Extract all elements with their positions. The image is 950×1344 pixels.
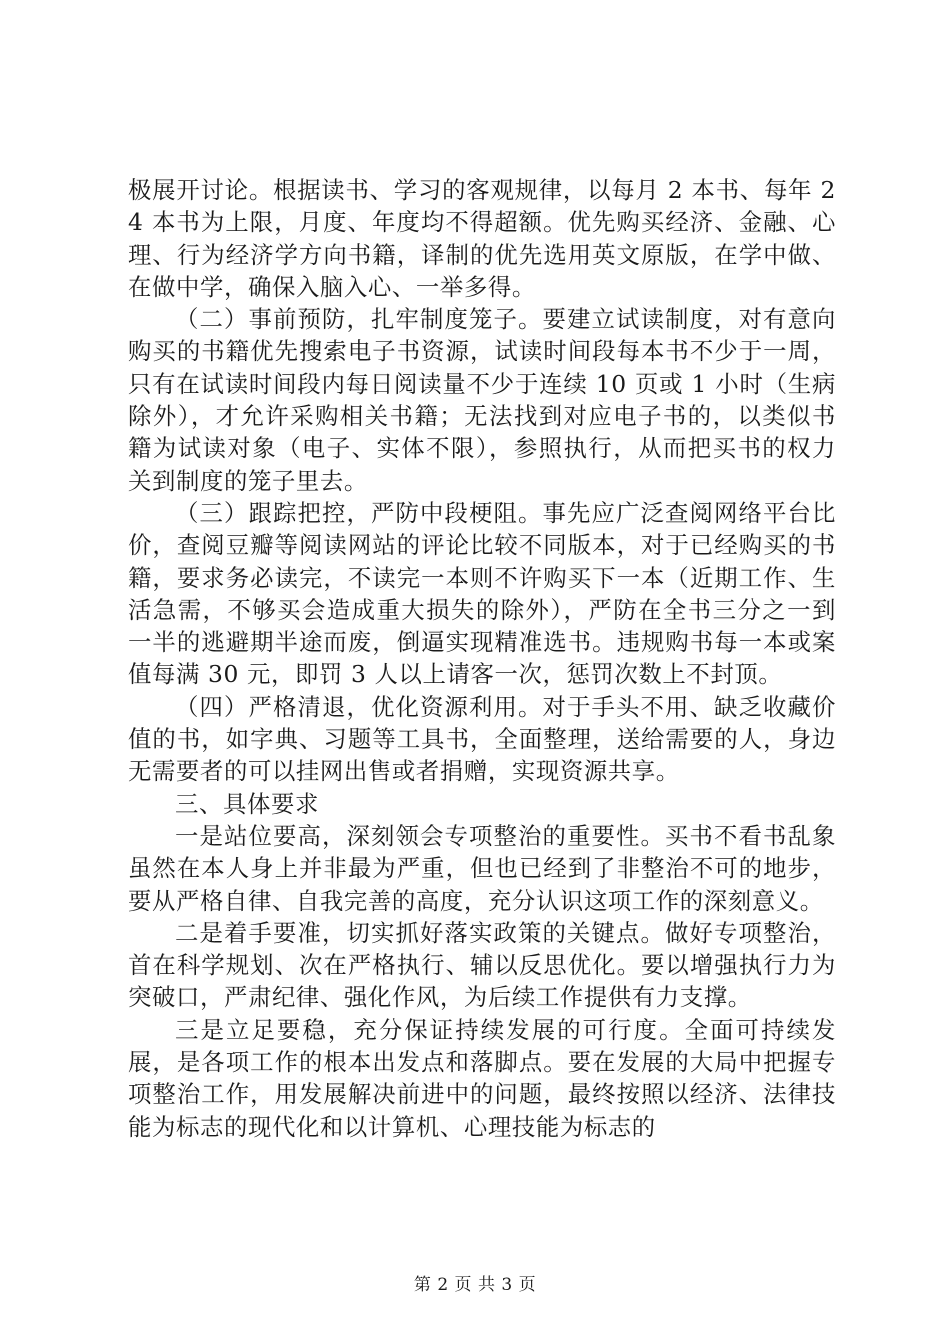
- paragraph-3: （三）跟踪把控，严防中段梗阻。事先应广泛查阅网络平台比价，查阅豆瓣等阅读网站的评论比较不同版本，对于已经购买的书籍，要求务必读完，不读完一本则不许购买下一本（近期工作、生活急需，不够买会造成重大损失的除外），严防在全书三分之一到一半的逃避期半途而废，倒逼实现精准选书。违规购书每一本或案值每满 30 元，即罚 3 人以上请客一次，惩罚次数上不封顶。: [128, 498, 836, 689]
- paragraph-6: 一是站位要高，深刻领会专项整治的重要性。买书不看书乱象虽然在本人身上并非最为严重，但也已经到了非整治不可的地步，要从严格自律、自我完善的高度，充分认识这项工作的深刻意义。: [128, 821, 836, 915]
- document-body: [128, 174, 836, 1143]
- paragraph-7: 二是着手要准，切实抓好落实政策的关键点。做好专项整治，首在科学规划、次在严格执行、辅以反思优化。要以增强执行力为突破口，严肃纪律、强化作风，为后续工作提供有力支撑。: [128, 918, 836, 1012]
- paragraph-4: （四）严格清退，优化资源利用。对于手头不用、缺乏收藏价值的书，如字典、习题等工具书，全面整理，送给需要的人，身边无需要者的可以挂网出售或者捐赠，实现资源共享。: [128, 692, 836, 786]
- paragraph-2: （二）事前预防，扎牢制度笼子。要建立试读制度，对有意向购买的书籍优先搜索电子书资源，试读时间段每本书不少于一周，只有在试读时间段内每日阅读量不少于连续 10 页或 1 小时（生病除外），才允许采购相关书籍；无法找到对应电子书的，以类似书籍为试读对象（电子、实体不限），参照执行，从而把买书的权力关到制度的笼子里去。: [128, 305, 836, 495]
- page-number-footer: 第 2 页 共 3 页: [413, 1275, 537, 1295]
- section-heading-specific-requirements: 三、具体要求: [175, 789, 319, 818]
- paragraph-1: 极展开讨论。根据读书、学习的客观规律，以每月 2 本书、每年 24 本书为上限，月度、年度均不得超额。优先购买经济、金融、心理、行为经济学方向书籍，译制的优先选用英文原版，在学中做、在做中学，确保入脑入心、一举多得。: [128, 176, 836, 301]
- paragraph-8: 三是立足要稳，充分保证持续发展的可行度。全面可持续发展，是各项工作的根本出发点和落脚点。要在发展的大局中把握专项整治工作，用发展解决前进中的问题，最终按照以经济、法律技能为标志的现代化和以计算机、心理技能为标志的: [128, 1015, 836, 1141]
